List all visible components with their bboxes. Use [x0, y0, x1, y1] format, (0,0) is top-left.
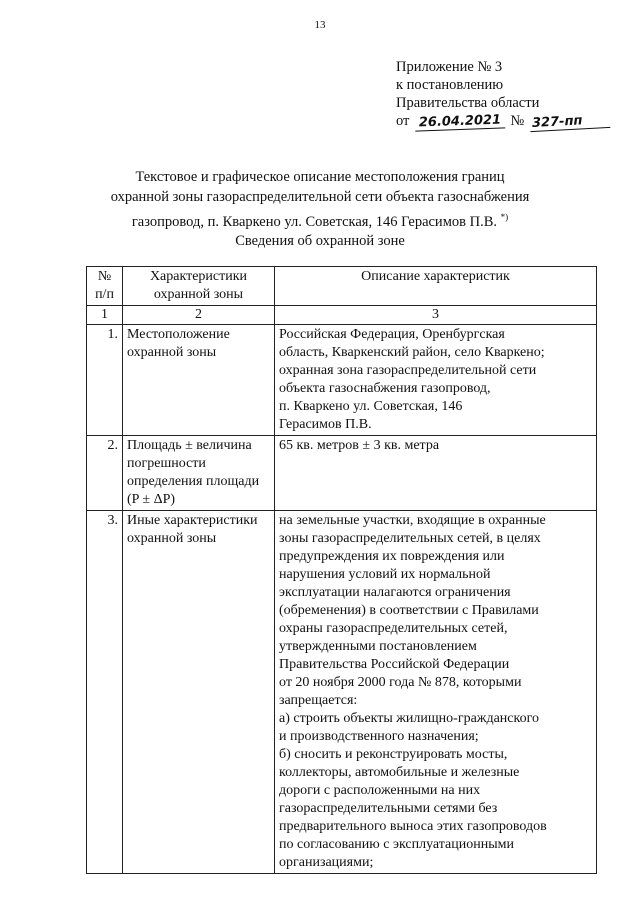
- row-characteristic: [123, 436, 275, 511]
- description-line: утвержденными постановлением: [279, 639, 477, 654]
- section-title: Сведения об охранной зоне: [235, 233, 405, 249]
- description-line: Российская Федерация, Оренбургская: [279, 327, 505, 342]
- description-line: эксплуатации налагаются ограничения: [279, 585, 511, 600]
- title-line-3-text: газопровод, п. Кваркено ул. Советская, 146 Герасимов П.В.: [131, 213, 497, 230]
- from-label: от: [396, 113, 410, 129]
- row-index: 2.: [87, 436, 123, 511]
- table-body: [87, 325, 597, 874]
- handwritten-date: 26.04.2021: [415, 112, 506, 131]
- description-line: объекта газоснабжения газопровод,: [279, 381, 491, 396]
- table-header-row: [87, 267, 597, 306]
- row-description: [275, 511, 597, 874]
- table-row: [87, 325, 597, 436]
- header-description: Описание характеристик: [275, 267, 597, 306]
- description-line: предупреждения их повреждения или: [279, 549, 505, 564]
- description-line: 65 кв. метров ± 3 кв. метра: [279, 438, 440, 453]
- description-line: нарушения условий их нормальной: [279, 567, 491, 582]
- title-line-3: [0, 207, 640, 232]
- row-description: [275, 325, 597, 436]
- description-line: охранная зона газораспределительной сети: [279, 363, 537, 378]
- appendix-block: [396, 58, 610, 130]
- description-line: охраны газораспределительных сетей,: [279, 621, 508, 636]
- characteristic-line: охранной зоны: [127, 345, 217, 360]
- document-title: [0, 167, 640, 232]
- characteristic-line: определения площади: [127, 474, 260, 489]
- characteristic-line: (P ± ΔP): [127, 492, 176, 507]
- description-line: дороги с расположенными на них: [279, 783, 481, 798]
- table-row: [87, 436, 597, 511]
- description-line: организациями;: [279, 855, 374, 870]
- column-number-row: [87, 306, 597, 325]
- title-line-2: охранной зоны газораспределительной сети объекта газоснабжения: [110, 189, 530, 205]
- description-line: на земельные участки, входящие в охранные: [279, 513, 546, 528]
- description-line: зоны газораспределительных сетей, в целях: [279, 531, 541, 546]
- appendix-line-1: Приложение № 3: [396, 59, 503, 75]
- description-line: запрещается:: [279, 693, 358, 708]
- description-line: от 20 ноября 2000 года № 878, которыми: [279, 675, 522, 690]
- description-line: коллекторы, автомобильные и железные: [279, 765, 520, 780]
- row-characteristic: [123, 511, 275, 874]
- description-line: Правительства Российской Федерации: [279, 657, 510, 672]
- description-line: б) сносить и реконструировать мосты,: [279, 747, 508, 762]
- row-index: 3.: [87, 511, 123, 874]
- zone-info-table: [86, 266, 597, 874]
- row-index: 1.: [87, 325, 123, 436]
- header-characteristics: [123, 267, 275, 306]
- header-idx-line-2: п/п: [95, 287, 114, 302]
- characteristic-line: Местоположение: [127, 327, 230, 342]
- description-line: и производственного назначения;: [279, 729, 479, 744]
- column-number-2: 2: [123, 306, 275, 325]
- header-char-line-1: Характеристики: [149, 269, 248, 284]
- appendix-line-2: к постановлению: [396, 77, 504, 93]
- handwritten-number: 327-пп: [530, 112, 611, 132]
- column-number-3: 3: [275, 306, 597, 325]
- number-sign: №: [510, 113, 525, 129]
- header-char-line-2: охранной зоны: [153, 287, 244, 302]
- footnote-mark: *): [500, 212, 509, 222]
- characteristic-line: Площадь ± величина: [127, 438, 252, 453]
- characteristic-line: Иные характеристики: [127, 513, 258, 528]
- description-line: область, Кваркенский район, село Кваркено;: [279, 345, 545, 360]
- characteristic-line: охранной зоны: [127, 531, 217, 546]
- row-description: [275, 436, 597, 511]
- appendix-line-3: Правительства области: [396, 95, 540, 111]
- appendix-date-number-row: [396, 112, 610, 130]
- title-line-1: Текстовое и графическое описание местоположения границ: [135, 169, 505, 185]
- header-idx: [87, 267, 123, 306]
- description-line: Герасимов П.В.: [279, 417, 372, 432]
- description-line: (обременения) в соответствии с Правилами: [279, 603, 539, 618]
- description-line: предварительного выноса этих газопроводов: [279, 819, 547, 834]
- description-line: п. Кваркено ул. Советская, 146: [279, 399, 463, 414]
- row-characteristic: [123, 325, 275, 436]
- description-line: а) строить объекты жилищно-гражданского: [279, 711, 539, 726]
- column-number-1: 1: [87, 306, 123, 325]
- description-line: газораспределительными сетями без: [279, 801, 498, 816]
- characteristic-line: погрешности: [127, 456, 206, 471]
- header-idx-line-1: №: [97, 269, 112, 284]
- table-row: [87, 511, 597, 874]
- page-number: 13: [314, 19, 326, 31]
- description-line: по согласованию с эксплуатационными: [279, 837, 514, 852]
